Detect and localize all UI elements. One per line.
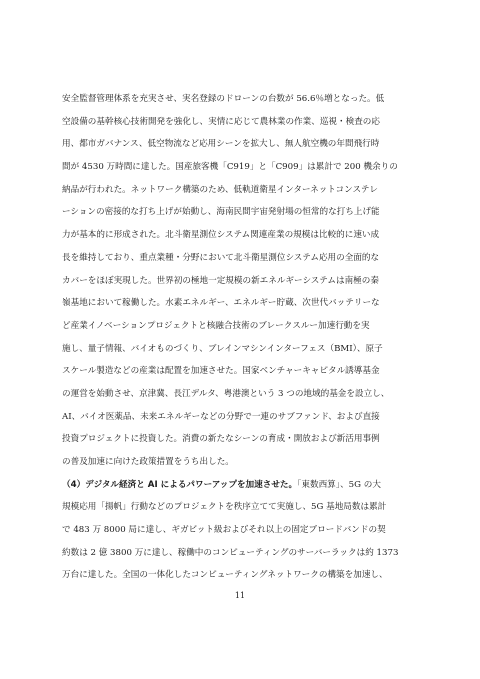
text-line: ーションの密接的な打ち上げが始動し、海南民間宇宙発射場の恒常的な打ち上げ能 [62, 207, 380, 218]
text-line: 万台に達した。全国の一体化したコンピューティングネットワークの構築を加速し、 [62, 570, 388, 581]
body-text [62, 88, 422, 587]
section-heading-continuation: 「東数西算」、5G の大 [297, 479, 381, 490]
text-line: の普及加速に向けた政策措置をうち出した。 [62, 457, 234, 467]
text-line: 間が 4530 万時間に達した。国産旅客機「C919」と「C909」は累計で 200 機余りの [62, 162, 398, 173]
text-line: カバーをほぼ実現した。世界初の極地一定規模の新エネルギーシステムは南極の秦 [62, 275, 379, 286]
text-line: 力が基本的に形成された。北斗衛星測位システム関連産業の規模は比較的に速い成 [62, 230, 380, 241]
text-line: 長を維持しており、重点業種・分野において北斗衛星測位システム応用の全面的な [62, 252, 380, 263]
text-line: 安全監督管理体系を充実させ、実名登録のドローンの台数が 56.6％増となった。低 [62, 94, 385, 104]
text-line: ど産業イノベーションプロジェクトと核融合技術のブレークスルー加速行動を実 [62, 320, 370, 331]
section-heading: （4）デジタル経済と AI によるパワーアップを加速させた。 [62, 479, 298, 490]
text-line: 投資プロジェクトに投資した。消費の新たなシーンの育成・開放および新活用事例 [62, 434, 380, 445]
text-line: 規模応用「揚帆」行動などのプロジェクトを秩序立てて実施し、5G 基地局数は累計 [62, 502, 387, 513]
text-line: 納品が行われた。ネットワーク構築のため、低軌道衛星インターネットコンステレ [62, 184, 378, 195]
text-line: の運営を始動させ、京津冀、長江デルタ、粤港澳という 3 つの地域的基金を設立し、 [62, 388, 390, 399]
text-line: 約数は 2 億 3800 万に達し、稼働中のコンピューティングのサーバーラックは約 1373 [62, 547, 399, 558]
text-line: 嶺基地において稼働した。水素エネルギー、エネルギー貯蔵、次世代バッテリーな [62, 298, 380, 309]
text-line: スケール製造などの産業は配置を加速させた。国家ベンチャーキャピタル誘導基金 [62, 366, 380, 377]
text-line: 施し、量子情報、バイオものづくり、ブレインマシンインターフェス（BMI）、原子 [62, 343, 383, 354]
section-heading-line [62, 474, 422, 497]
text-line: 用、都市ガバナンス、低空物流など応用シーンを拡大し、無人航空機の年間飛行時 [62, 139, 380, 150]
text-line: で 483 万 8000 局に達し、ギガビット級およびそれ以上の固定ブロードバンドの契 [62, 525, 386, 536]
page-number: 11 [234, 591, 246, 600]
text-line: AI、バイオ医薬品、未来エネルギーなどの分野で一連のサブファンド、および直接 [62, 411, 380, 422]
text-line: 空設備の基幹核心技術開発を強化し、実情に応じて農林業の作業、巡視・検査の応 [62, 116, 380, 127]
